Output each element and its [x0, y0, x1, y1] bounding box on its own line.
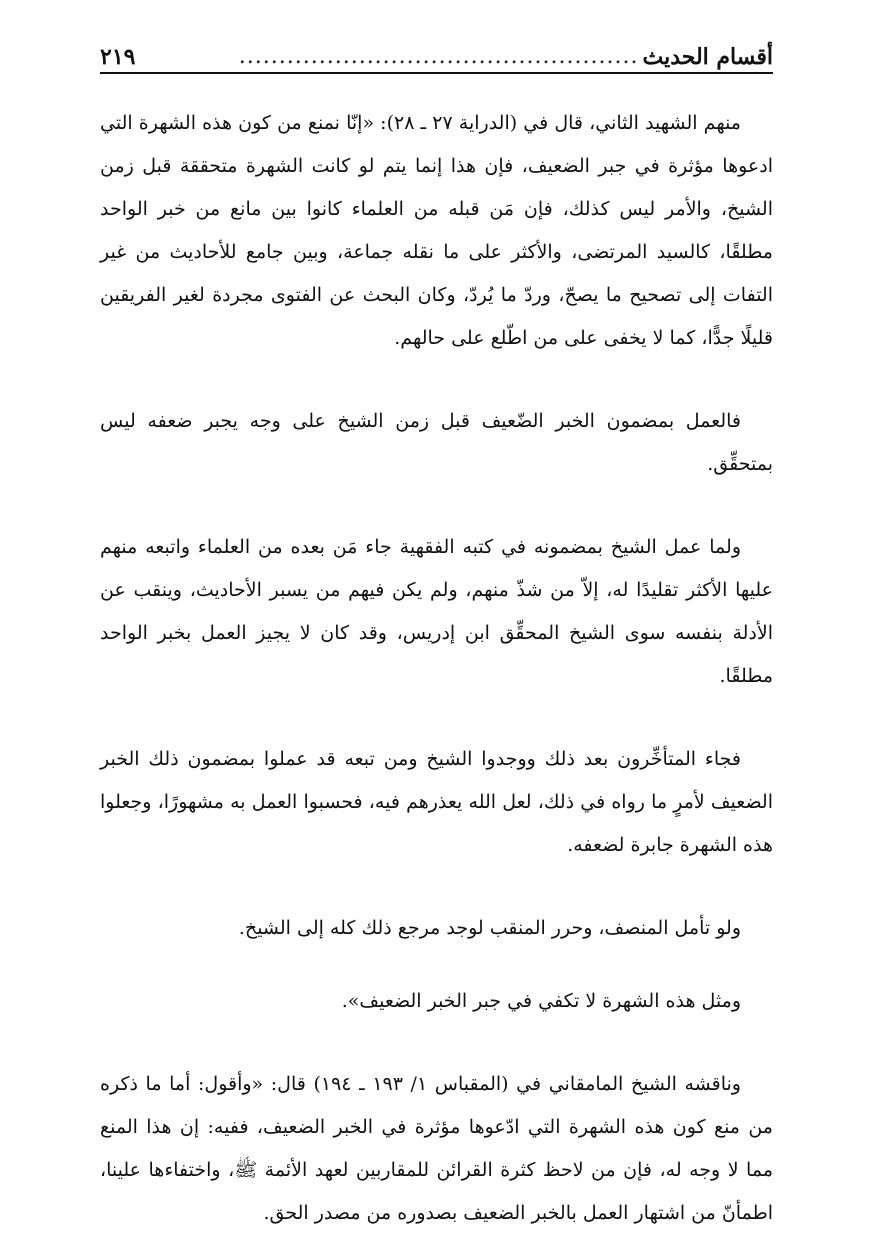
- paragraph-7: وناقشه الشيخ المامقاني في (المقباس ١/ ١٩٣ ـ ١٩٤) قال: «وأقول: أما ما ذكره من منع كون هذه الشهرة التي ادّعوها مؤثرة في الخبر الضعيف، ففيه: إن هذا المنع مما لا وجه له، فإن من لاحظ كثرة القرائن للمقاربين لعهد الأئمة ﷺ، واختفاءها علينا، اطمأنّ من اشتهار العمل بالخبر الضعيف بصدوره من مصدر الحق.: [100, 1073, 773, 1224]
- paragraph-6: ومثل هذه الشهرة لا تكفي في جبر الخبر الضعيف».: [341, 990, 741, 1012]
- paragraph-5: ولو تأمل المنصف، وحرر المنقب لوجد مرجع ذلك كله إلى الشيخ.: [238, 917, 741, 939]
- running-header: [100, 36, 773, 74]
- paragraph-1: منهم الشهيد الثاني، قال في (الدراية ٢٧ ـ ٢٨): «إنّا نمنع من كون هذه الشهرة التي ادعوها مؤثرة في جبر الضعيف، فإن هذا إنما يتم لو كانت الشهرة متحققة قبل زمن الشيخ، والأمر ليس كذلك، فإن مَن قبله من العلماء كانوا بين مانع من خبر الواحد مطلقًا، كالسيد المرتضى، والأكثر على ما نقله جماعة، وبين جامع للأحاديث من غير التفات إلى تصحيح ما يصحّ، وردّ ما يُردّ، وكان البحث عن الفتوى مجردة لغير الفريقين قليلًا جدًّا، كما لا يخفى على من اطّلع على حالهم.: [100, 112, 773, 349]
- paragraph-3: ولما عمل الشيخ بمضمونه في كتبه الفقهية جاء مَن بعده من العلماء واتبعه منهم عليها الأكثر تقليدًا له، إلاّ من شذّ منهم، ولم يكن فيهم من يسبر الأحاديث، وينقب عن الأدلة بنفسه سوى الشيخ المحقِّق ابن إدريس، وقد كان لا يجيز العمل بخبر الواحد مطلقًا.: [100, 536, 773, 687]
- paragraph-4: فجاء المتأخِّرون بعد ذلك ووجدوا الشيخ ومن تبعه قد عملوا بمضمون ذلك الخبر الضعيف لأمرٍ ما رواه في ذلك، لعل الله يعذرهم فيه، فحسبوا العمل به مشهورًا، وجعلوا هذه الشهرة جابرة لضعفه.: [100, 748, 773, 856]
- paragraph-2: فالعمل بمضمون الخبر الضّعيف قبل زمن الشيخ على وجه يجبر ضعفه ليس بمتحقِّق.: [100, 410, 773, 475]
- running-title: أقسام الحديث: [642, 44, 773, 70]
- page-body: [100, 102, 773, 1235]
- leader-dots: ..................................................: [238, 46, 639, 68]
- page-number: ٢١٩: [100, 44, 136, 70]
